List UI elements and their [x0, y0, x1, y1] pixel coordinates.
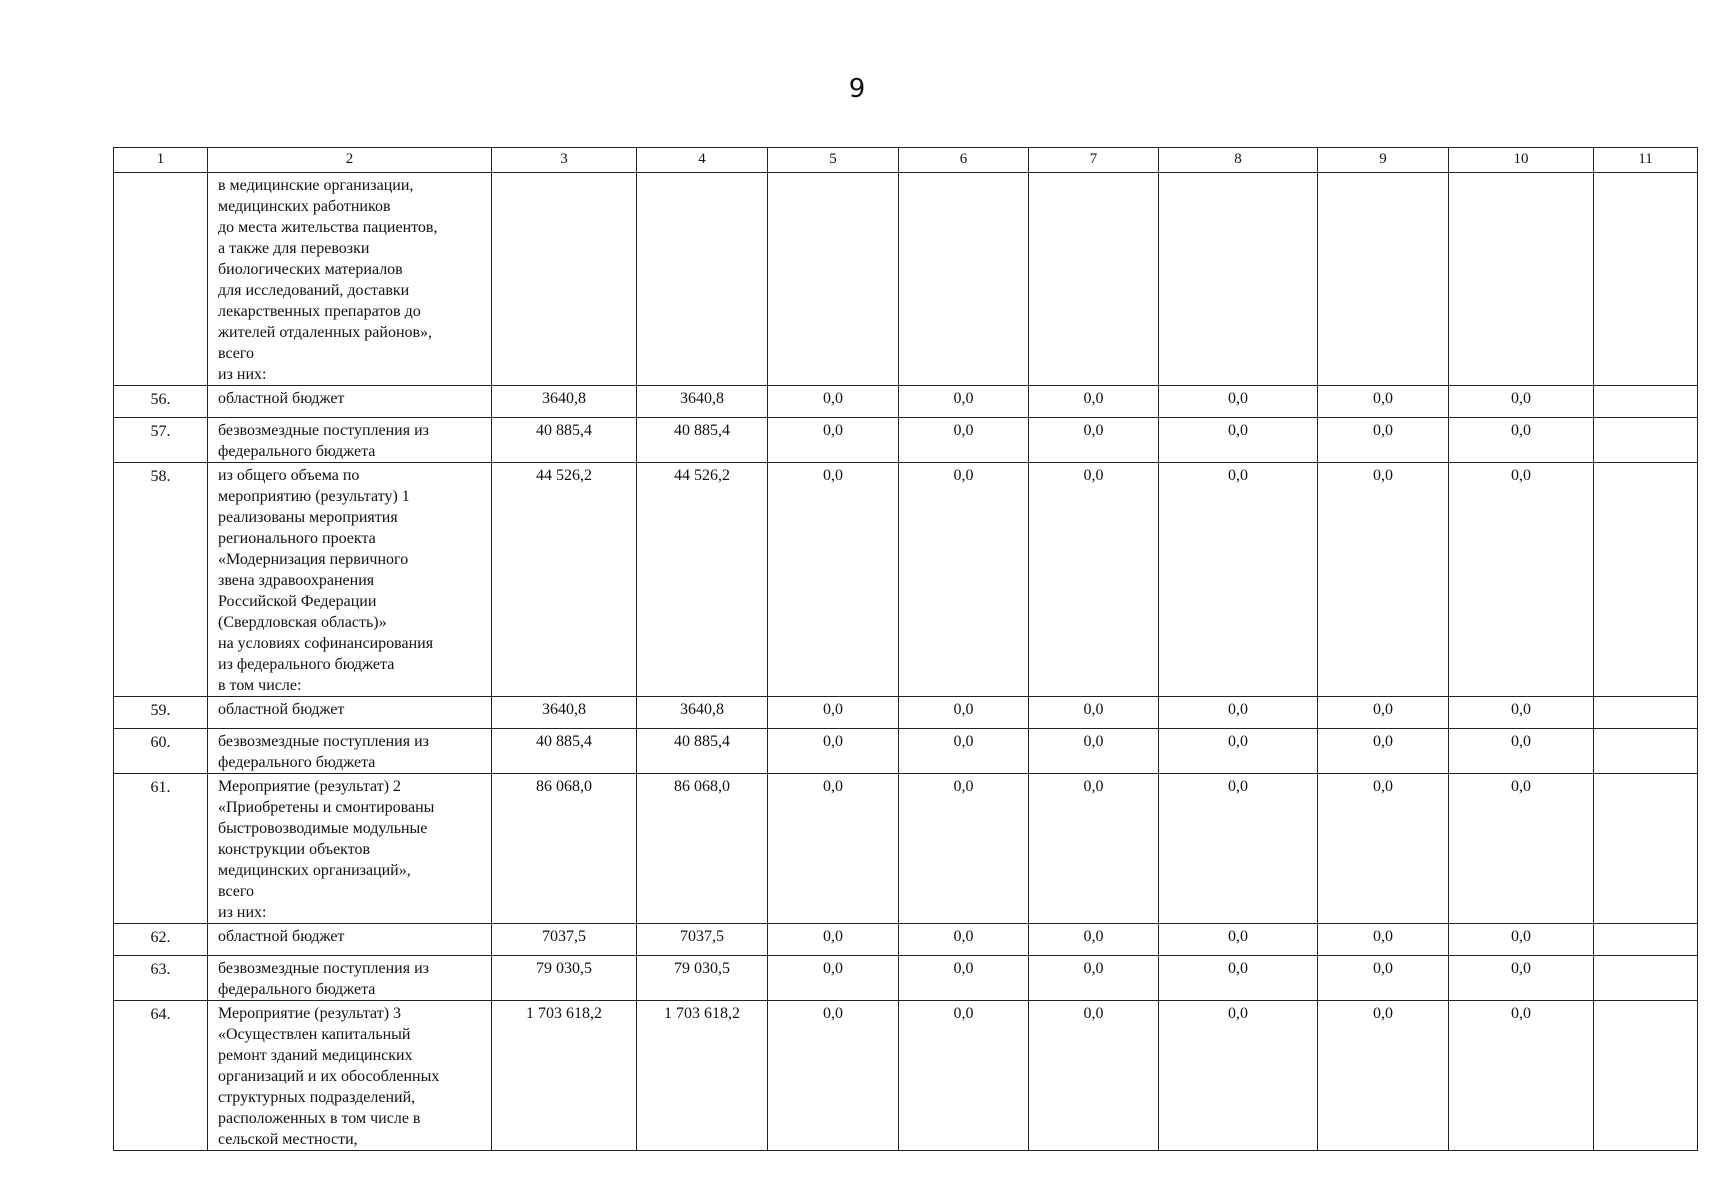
row-description-cell	[208, 463, 492, 697]
table-body	[114, 148, 1698, 1151]
value-cell-col-3: 40 885,4	[492, 729, 637, 774]
value-cell-col-11	[1594, 697, 1698, 729]
value-cell-col-6: 0,0	[899, 386, 1029, 418]
value-cell-col-3: 40 885,4	[492, 418, 637, 463]
value-cell-col-6: 0,0	[899, 697, 1029, 729]
value-cell-col-8: 0,0	[1159, 418, 1318, 463]
value-cell-col-5	[768, 173, 899, 386]
value-cell-col-4: 3640,8	[637, 386, 768, 418]
value-cell-col-4: 7037,5	[637, 924, 768, 956]
row-description: безвозмездные поступления из федерального бюджета	[218, 733, 429, 771]
value-cell-col-10: 0,0	[1449, 463, 1594, 697]
value-cell-col-6: 0,0	[899, 924, 1029, 956]
table-row	[114, 463, 1698, 697]
row-number: 61.	[114, 774, 208, 924]
table-row	[114, 774, 1698, 924]
row-description-cell	[208, 418, 492, 463]
value-cell-col-11	[1594, 386, 1698, 418]
value-cell-col-7: 0,0	[1029, 729, 1159, 774]
value-cell-col-8: 0,0	[1159, 774, 1318, 924]
value-cell-col-5: 0,0	[768, 463, 899, 697]
table-row	[114, 173, 1698, 386]
value-cell-col-5: 0,0	[768, 697, 899, 729]
value-cell-col-4: 79 030,5	[637, 956, 768, 1001]
value-cell-col-7: 0,0	[1029, 1001, 1159, 1151]
budget-table	[113, 147, 1698, 1151]
value-cell-col-8: 0,0	[1159, 729, 1318, 774]
value-cell-col-8: 0,0	[1159, 463, 1318, 697]
row-number: 57.	[114, 418, 208, 463]
value-cell-col-4: 3640,8	[637, 697, 768, 729]
value-cell-col-9: 0,0	[1318, 729, 1449, 774]
value-cell-col-8: 0,0	[1159, 956, 1318, 1001]
value-cell-col-5: 0,0	[768, 956, 899, 1001]
row-number	[114, 173, 208, 386]
row-description-cell	[208, 697, 492, 729]
value-cell-col-9: 0,0	[1318, 386, 1449, 418]
value-cell-col-7: 0,0	[1029, 418, 1159, 463]
value-cell-col-6	[899, 173, 1029, 386]
row-number: 63.	[114, 956, 208, 1001]
value-cell-col-4: 1 703 618,2	[637, 1001, 768, 1151]
header-cell: 8	[1159, 148, 1318, 173]
row-description: в медицинские организации, медицинских работников до места жительства пациентов, а также для перевозки биологических материалов для исследований, доставки лекарственных препаратов до жителей отдаленных районов», всего из них:	[218, 177, 438, 383]
value-cell-col-11	[1594, 956, 1698, 1001]
table-row	[114, 729, 1698, 774]
value-cell-col-6: 0,0	[899, 774, 1029, 924]
header-row	[114, 148, 1698, 173]
value-cell-col-5: 0,0	[768, 386, 899, 418]
value-cell-col-6: 0,0	[899, 463, 1029, 697]
value-cell-col-10: 0,0	[1449, 956, 1594, 1001]
row-description: безвозмездные поступления из федерального бюджета	[218, 422, 429, 460]
value-cell-col-8	[1159, 173, 1318, 386]
value-cell-col-4: 44 526,2	[637, 463, 768, 697]
header-cell: 4	[637, 148, 768, 173]
value-cell-col-10: 0,0	[1449, 774, 1594, 924]
value-cell-col-10: 0,0	[1449, 386, 1594, 418]
value-cell-col-7: 0,0	[1029, 774, 1159, 924]
value-cell-col-9: 0,0	[1318, 924, 1449, 956]
value-cell-col-8: 0,0	[1159, 697, 1318, 729]
header-cell: 9	[1318, 148, 1449, 173]
header-cell: 11	[1594, 148, 1698, 173]
value-cell-col-11	[1594, 1001, 1698, 1151]
value-cell-col-9: 0,0	[1318, 418, 1449, 463]
row-number: 64.	[114, 1001, 208, 1151]
value-cell-col-10: 0,0	[1449, 1001, 1594, 1151]
table-row	[114, 1001, 1698, 1151]
header-cell: 5	[768, 148, 899, 173]
value-cell-col-7: 0,0	[1029, 697, 1159, 729]
header-cell: 10	[1449, 148, 1594, 173]
value-cell-col-7: 0,0	[1029, 386, 1159, 418]
value-cell-col-3	[492, 173, 637, 386]
header-cell: 1	[114, 148, 208, 173]
value-cell-col-11	[1594, 173, 1698, 386]
value-cell-col-3: 86 068,0	[492, 774, 637, 924]
value-cell-col-8: 0,0	[1159, 1001, 1318, 1151]
value-cell-col-9: 0,0	[1318, 956, 1449, 1001]
value-cell-col-7: 0,0	[1029, 924, 1159, 956]
value-cell-col-11	[1594, 774, 1698, 924]
value-cell-col-5: 0,0	[768, 418, 899, 463]
row-number: 58.	[114, 463, 208, 697]
row-description-cell	[208, 924, 492, 956]
table-row	[114, 956, 1698, 1001]
row-number: 56.	[114, 386, 208, 418]
value-cell-col-6: 0,0	[899, 956, 1029, 1001]
value-cell-col-11	[1594, 463, 1698, 697]
value-cell-col-6: 0,0	[899, 729, 1029, 774]
row-number: 60.	[114, 729, 208, 774]
value-cell-col-4: 40 885,4	[637, 418, 768, 463]
row-description-cell	[208, 173, 492, 386]
value-cell-col-6: 0,0	[899, 1001, 1029, 1151]
value-cell-col-5: 0,0	[768, 729, 899, 774]
value-cell-col-10	[1449, 173, 1594, 386]
row-description-cell	[208, 729, 492, 774]
value-cell-col-9: 0,0	[1318, 774, 1449, 924]
row-description: из общего объема по мероприятию (результату) 1 реализованы мероприятия регионального проекта «Модернизация первичного звена здравоохранения Российской Федерации (Свердловская область)» на условиях софинансирования из федерального бюджета в том числе:	[218, 467, 434, 694]
value-cell-col-10: 0,0	[1449, 418, 1594, 463]
value-cell-col-4: 40 885,4	[637, 729, 768, 774]
row-description-cell	[208, 956, 492, 1001]
value-cell-col-10: 0,0	[1449, 697, 1594, 729]
value-cell-col-7: 0,0	[1029, 463, 1159, 697]
value-cell-col-7	[1029, 173, 1159, 386]
value-cell-col-9	[1318, 173, 1449, 386]
value-cell-col-6: 0,0	[899, 418, 1029, 463]
value-cell-col-3: 3640,8	[492, 386, 637, 418]
value-cell-col-4	[637, 173, 768, 386]
row-description: Мероприятие (результат) 3 «Осуществлен капитальный ремонт зданий медицинских организаций и их обособленных структурных подразделений, расположенных в том числе в сельской местности,	[218, 1005, 440, 1148]
row-number: 59.	[114, 697, 208, 729]
value-cell-col-10: 0,0	[1449, 729, 1594, 774]
row-number: 62.	[114, 924, 208, 956]
header-cell: 2	[208, 148, 492, 173]
value-cell-col-5: 0,0	[768, 924, 899, 956]
header-cell: 6	[899, 148, 1029, 173]
row-description: областной бюджет	[218, 701, 345, 718]
row-description: областной бюджет	[218, 390, 345, 407]
table-row	[114, 697, 1698, 729]
value-cell-col-7: 0,0	[1029, 956, 1159, 1001]
row-description: Мероприятие (результат) 2 «Приобретены и смонтированы быстровозводимые модульные конструкции объектов медицинских организаций», всего из них:	[218, 778, 435, 921]
value-cell-col-3: 79 030,5	[492, 956, 637, 1001]
row-description-cell	[208, 1001, 492, 1151]
value-cell-col-11	[1594, 729, 1698, 774]
value-cell-col-11	[1594, 418, 1698, 463]
value-cell-col-10: 0,0	[1449, 924, 1594, 956]
page-number: 9	[848, 74, 866, 104]
value-cell-col-9: 0,0	[1318, 697, 1449, 729]
value-cell-col-5: 0,0	[768, 774, 899, 924]
value-cell-col-9: 0,0	[1318, 1001, 1449, 1151]
row-description: областной бюджет	[218, 928, 345, 945]
value-cell-col-5: 0,0	[768, 1001, 899, 1151]
value-cell-col-3: 7037,5	[492, 924, 637, 956]
row-description: безвозмездные поступления из федерального бюджета	[218, 960, 429, 998]
table-row	[114, 418, 1698, 463]
row-description-cell	[208, 774, 492, 924]
header-cell: 7	[1029, 148, 1159, 173]
value-cell-col-11	[1594, 924, 1698, 956]
value-cell-col-9: 0,0	[1318, 463, 1449, 697]
table-row	[114, 386, 1698, 418]
table-row	[114, 924, 1698, 956]
header-cell: 3	[492, 148, 637, 173]
value-cell-col-8: 0,0	[1159, 924, 1318, 956]
value-cell-col-8: 0,0	[1159, 386, 1318, 418]
value-cell-col-4: 86 068,0	[637, 774, 768, 924]
value-cell-col-3: 3640,8	[492, 697, 637, 729]
row-description-cell	[208, 386, 492, 418]
value-cell-col-3: 44 526,2	[492, 463, 637, 697]
value-cell-col-3: 1 703 618,2	[492, 1001, 637, 1151]
